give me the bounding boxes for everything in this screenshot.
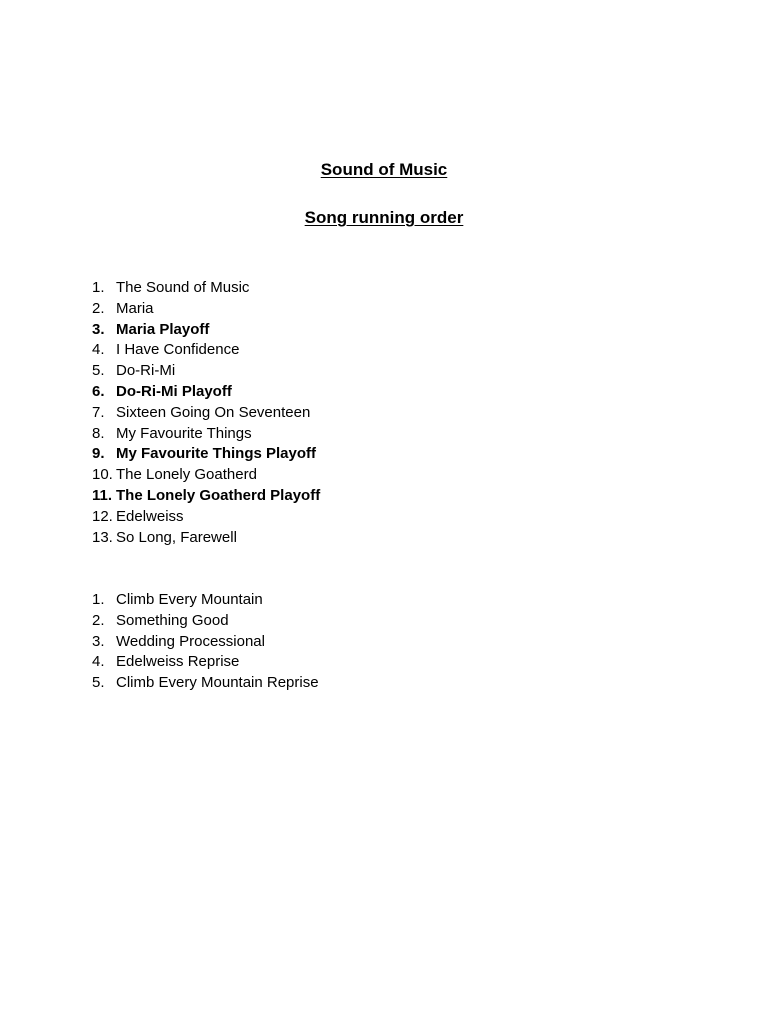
song-title: The Lonely Goatherd bbox=[116, 466, 257, 484]
list-item bbox=[92, 632, 319, 653]
list-item bbox=[92, 652, 319, 673]
list-item bbox=[92, 673, 319, 694]
item-number: 4. bbox=[92, 341, 105, 359]
song-title: Climb Every Mountain Reprise bbox=[116, 674, 319, 692]
song-title: The Lonely Goatherd Playoff bbox=[116, 486, 321, 504]
song-title: My Favourite Things Playoff bbox=[116, 445, 317, 463]
list-item bbox=[92, 444, 320, 465]
song-title: Something Good bbox=[116, 611, 229, 629]
item-number: 3. bbox=[92, 632, 105, 650]
item-number: 11. bbox=[92, 486, 113, 504]
song-title: So Long, Farewell bbox=[116, 528, 237, 546]
item-number: 2. bbox=[92, 299, 105, 317]
song-title: Climb Every Mountain bbox=[116, 591, 263, 608]
list-item bbox=[92, 486, 320, 507]
item-number: 6. bbox=[92, 382, 105, 400]
song-title: Maria bbox=[116, 299, 154, 317]
song-title: Do-Ri-Mi bbox=[116, 362, 176, 380]
list-item bbox=[92, 507, 320, 528]
item-number: 2. bbox=[92, 611, 105, 629]
song-title: I Have Confidence bbox=[116, 341, 240, 359]
item-number: 13. bbox=[92, 528, 113, 546]
song-list-act-1 bbox=[92, 278, 320, 548]
song-title: The Sound of Music bbox=[116, 279, 250, 296]
item-number: 3. bbox=[92, 320, 105, 338]
list-item bbox=[92, 278, 320, 299]
item-number: 1. bbox=[92, 591, 105, 608]
item-number: 5. bbox=[92, 674, 105, 692]
item-number: 7. bbox=[92, 403, 105, 421]
item-number: 10. bbox=[92, 466, 113, 484]
list-item bbox=[92, 340, 320, 361]
song-list-act-2 bbox=[92, 590, 319, 694]
list-item bbox=[92, 382, 320, 403]
list-item bbox=[92, 320, 320, 341]
song-title: Maria Playoff bbox=[116, 320, 210, 338]
song-title: My Favourite Things bbox=[116, 424, 252, 442]
item-number: 9. bbox=[92, 445, 105, 463]
document-subtitle: Song running order bbox=[304, 208, 464, 227]
item-number: 8. bbox=[92, 424, 105, 442]
list-item bbox=[92, 424, 320, 445]
song-title: Edelweiss bbox=[116, 507, 184, 525]
song-title: Wedding Processional bbox=[116, 632, 265, 650]
song-title: Edelweiss Reprise bbox=[116, 653, 240, 671]
song-title: Do-Ri-Mi Playoff bbox=[116, 382, 232, 400]
list-item bbox=[92, 299, 320, 320]
item-number: 1. bbox=[92, 279, 105, 296]
item-number: 5. bbox=[92, 362, 105, 380]
list-item bbox=[92, 590, 319, 611]
document-title: Sound of Music bbox=[320, 160, 448, 179]
list-item bbox=[92, 465, 320, 486]
item-number: 4. bbox=[92, 653, 105, 671]
song-title: Sixteen Going On Seventeen bbox=[116, 403, 311, 421]
list-item bbox=[92, 361, 320, 382]
list-item bbox=[92, 611, 319, 632]
list-item bbox=[92, 403, 320, 424]
list-item bbox=[92, 528, 320, 549]
item-number: 12. bbox=[92, 507, 113, 525]
